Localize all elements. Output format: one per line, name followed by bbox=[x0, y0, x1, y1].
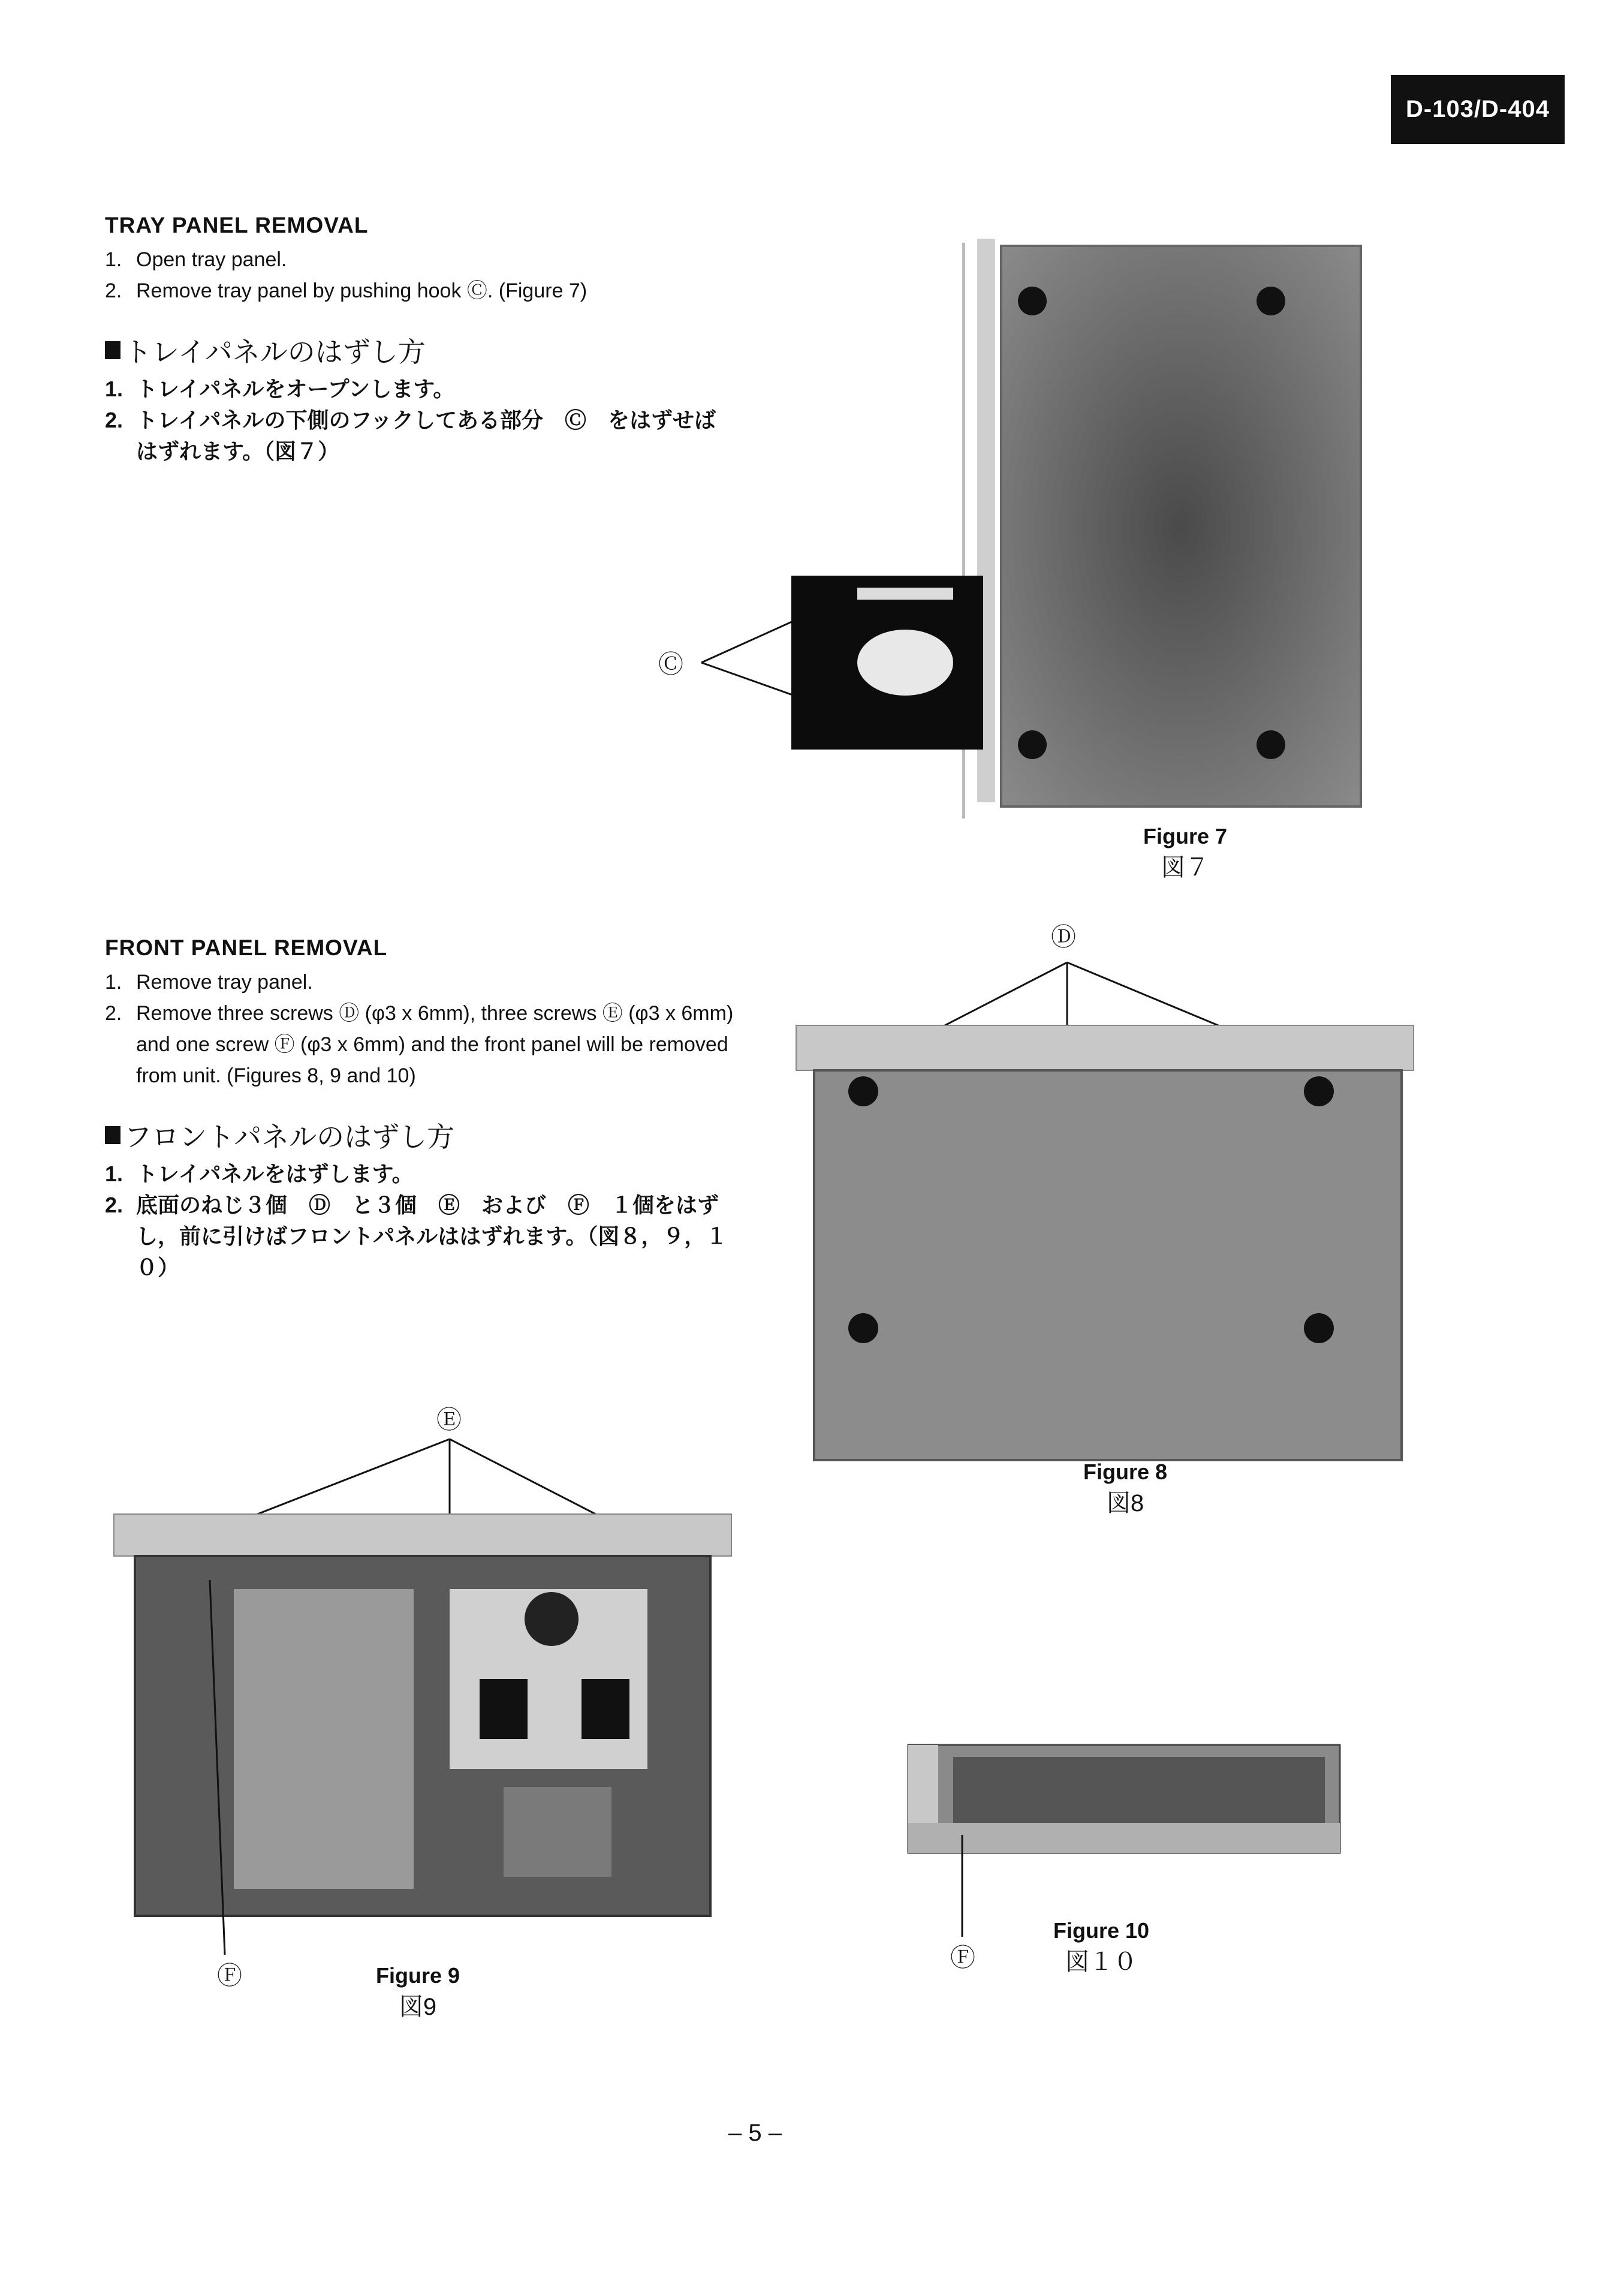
callout-d: Ⓓ bbox=[1051, 923, 1077, 951]
front-jp-step-1 bbox=[105, 1158, 764, 1190]
caption-jp: 図8 bbox=[1106, 1490, 1144, 1516]
foot bbox=[1257, 730, 1285, 759]
step-text: 底面のねじ３個 Ⓓ と３個 Ⓔ および Ⓕ １個をはずし，前に引けばフロントパネルははずれます。（図８，９，１０） bbox=[136, 1193, 728, 1280]
callout-e: Ⓔ bbox=[436, 1406, 462, 1434]
unit-bottom-panel bbox=[814, 1070, 1402, 1460]
front-removal-section bbox=[105, 935, 764, 1283]
caption-en: Figure 8 bbox=[1083, 1460, 1168, 1484]
cd-spindle bbox=[525, 1592, 579, 1646]
caption-jp: 図１０ bbox=[1065, 1949, 1137, 1975]
tray-removal-jp-title-text: トレイパネルのはずし方 bbox=[124, 336, 426, 368]
interior bbox=[953, 1757, 1325, 1823]
front-panel bbox=[796, 1025, 1414, 1070]
figure-8-caption bbox=[1035, 1457, 1215, 1519]
black-square-bullet bbox=[105, 1126, 120, 1144]
caption-jp: 図9 bbox=[399, 1994, 437, 2020]
page-number: – 5 – bbox=[728, 2120, 782, 2146]
foot bbox=[1018, 730, 1047, 759]
step-number: 2. bbox=[105, 1002, 122, 1025]
tray-highlight bbox=[857, 588, 953, 600]
pointer-line bbox=[701, 663, 794, 696]
figure-7-caption bbox=[1095, 821, 1275, 884]
caption-en: Figure 9 bbox=[375, 1963, 460, 1988]
caption-en: Figure 10 bbox=[1053, 1918, 1150, 1943]
step-number: 2. bbox=[105, 1193, 123, 1217]
step-text: Open tray panel. bbox=[136, 248, 287, 271]
figure-10-caption bbox=[1011, 1916, 1191, 1978]
front-removal-jp-title bbox=[105, 1115, 764, 1155]
circuit-board bbox=[234, 1589, 414, 1889]
caption-en: Figure 7 bbox=[1143, 824, 1228, 848]
unit-bottom-panel bbox=[1001, 246, 1361, 807]
front-removal-title: FRONT PANEL REMOVAL bbox=[105, 935, 388, 960]
figure-9-photo bbox=[108, 1427, 743, 1967]
pointer-line bbox=[701, 621, 794, 663]
step-text: トレイパネルをはずします。 bbox=[136, 1161, 414, 1186]
black-square-bullet bbox=[105, 341, 120, 359]
ic-chip bbox=[581, 1679, 629, 1739]
step-number: 1. bbox=[105, 377, 123, 401]
step-number: 1. bbox=[105, 248, 122, 271]
front-step-2 bbox=[105, 998, 764, 1091]
foot bbox=[1018, 287, 1047, 315]
bottom-rail bbox=[908, 1823, 1340, 1853]
figure-7-photo bbox=[653, 222, 1373, 821]
transformer bbox=[504, 1787, 611, 1877]
callout-f: Ⓕ bbox=[217, 1961, 243, 1990]
figure-9-caption bbox=[328, 1961, 508, 2023]
model-badge: D-103/D-404 bbox=[1391, 75, 1565, 144]
tray-removal-title: TRAY PANEL REMOVAL bbox=[105, 213, 369, 237]
caption-jp: 図７ bbox=[1161, 854, 1209, 881]
callout-c: Ⓒ bbox=[658, 650, 684, 678]
front-panel bbox=[114, 1514, 731, 1556]
foot bbox=[1257, 287, 1285, 315]
ic-chip bbox=[480, 1679, 528, 1739]
foot bbox=[848, 1076, 878, 1106]
tray-opening bbox=[857, 630, 953, 696]
step-number: 2. bbox=[105, 279, 122, 302]
step-text: Remove tray panel. bbox=[136, 971, 313, 994]
step-number: 2. bbox=[105, 408, 123, 432]
step-number: 1. bbox=[105, 971, 122, 994]
foot bbox=[848, 1313, 878, 1343]
front-step-1 bbox=[105, 967, 764, 998]
callout-f-fig10: Ⓕ bbox=[950, 1943, 976, 1972]
step-text: Remove three screws Ⓓ (φ3 x 6mm), three screws Ⓔ (φ3 x 6mm) and one screw Ⓕ (φ3 x 6mm) and the front panel will be removed from unit. (Figures 8, 9 and 10) bbox=[136, 1002, 734, 1087]
foot bbox=[1304, 1076, 1334, 1106]
foot bbox=[1304, 1313, 1334, 1343]
step-text: トレイパネルをオープンします。 bbox=[136, 377, 455, 401]
front-removal-jp-title-text: フロントパネルのはずし方 bbox=[124, 1121, 455, 1152]
step-text: Remove tray panel by pushing hook Ⓒ. (Figure 7) bbox=[136, 279, 587, 302]
figure-8-photo bbox=[791, 941, 1427, 1469]
step-number: 1. bbox=[105, 1161, 123, 1186]
step-text: トレイパネルの下側のフックしてある部分 Ⓒ をはずせばはずれます。（図７） bbox=[136, 408, 716, 464]
front-jp-step-2 bbox=[105, 1190, 764, 1283]
